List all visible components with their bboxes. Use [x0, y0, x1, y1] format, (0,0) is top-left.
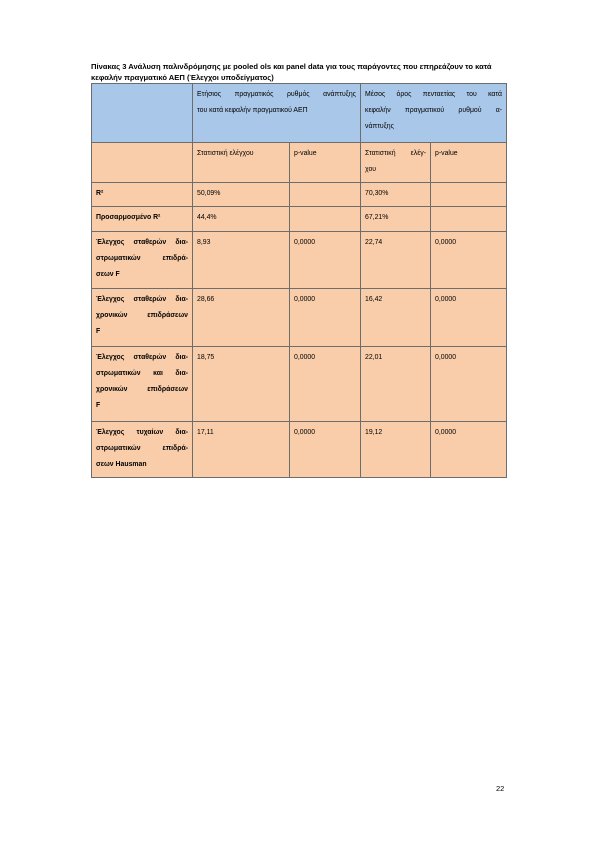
stat-value-annual: 8,93 — [193, 232, 290, 289]
row-label-line: στρωματικών επιδρά- — [96, 255, 188, 262]
pvalue-five-year: 0,0000 — [431, 422, 507, 478]
table-caption — [91, 62, 507, 83]
row-label — [92, 347, 193, 422]
table-row — [92, 347, 507, 422]
stat-value-annual: 50,09% — [193, 183, 290, 207]
pvalue-five-year: 0,0000 — [431, 232, 507, 289]
caption-line-2: κεφαλήν πραγματικό ΑΕΠ (Έλεγχοι υποδείγματος) — [91, 72, 274, 82]
row-label-line: Έλεγχος σταθερών δια- — [96, 296, 188, 303]
pvalue-annual: 0,0000 — [290, 347, 361, 422]
row-label-line: χρονικών επιδράσεων — [96, 386, 188, 393]
stat-value-annual: 18,75 — [193, 347, 290, 422]
pvalue-annual: 0,0000 — [290, 422, 361, 478]
group-header-five-year-line-3: νάπτυξης — [365, 123, 394, 130]
pvalue-annual: 0,0000 — [290, 289, 361, 347]
subheader-stat-2-line-2: χου — [365, 166, 377, 173]
pvalue-five-year — [431, 207, 507, 232]
table-body — [92, 183, 507, 478]
stat-value-annual: 44,4% — [193, 207, 290, 232]
row-label-line: Προσαρμοσμένο R² — [96, 214, 161, 221]
table-row — [92, 207, 507, 232]
subheader-stat-2-line-1: Στατιστική ελέγ- — [365, 150, 427, 157]
header-empty-cell — [92, 84, 193, 143]
row-label-line: R² — [96, 190, 104, 197]
row-label-line: στρωματικών επιδρά- — [96, 445, 188, 452]
pvalue-five-year — [431, 183, 507, 207]
row-label-line: σεων Hausman — [96, 461, 147, 468]
table-row — [92, 422, 507, 478]
row-label-line: Έλεγχος τυχαίων δια- — [96, 429, 188, 436]
table-row — [92, 289, 507, 347]
row-label-line: στρωματικών και δια- — [96, 370, 188, 377]
regression-table — [91, 83, 507, 478]
subheader-stat-2 — [361, 143, 431, 183]
group-header-five-year-line-1: Μέσος όρος πενταετίας του κατά — [365, 91, 503, 98]
pvalue-annual: 0,0000 — [290, 232, 361, 289]
stat-value-five-year: 22,01 — [361, 347, 431, 422]
pvalue-five-year: 0,0000 — [431, 347, 507, 422]
row-label — [92, 422, 193, 478]
subheader-empty-cell — [92, 143, 193, 183]
table-subheader-row — [92, 143, 507, 183]
pvalue-annual — [290, 207, 361, 232]
caption-line-1: Πίνακας 3 Ανάλυση παλινδρόμησης με pooled ols και panel data για τους παράγοντες που επηρεάζουν το κατά — [91, 62, 492, 71]
pvalue-annual — [290, 183, 361, 207]
table-header-row — [92, 84, 507, 143]
group-header-annual-growth — [193, 84, 361, 143]
row-label — [92, 232, 193, 289]
row-label-line: χρονικών επιδράσεων — [96, 312, 188, 319]
row-label — [92, 289, 193, 347]
row-label-line: F — [96, 328, 101, 335]
stat-value-five-year: 19,12 — [361, 422, 431, 478]
group-header-annual-growth-line-1: Ετήσιος πραγματικός ρυθμός ανάπτυξης — [197, 91, 357, 98]
row-label — [92, 207, 193, 232]
stat-value-five-year: 22,74 — [361, 232, 431, 289]
subheader-pvalue-1: p-value — [290, 143, 361, 183]
stat-value-annual: 28,66 — [193, 289, 290, 347]
page-number: 22 — [496, 784, 505, 793]
row-label — [92, 183, 193, 207]
group-header-annual-growth-line-2: του κατά κεφαλήν πραγματικού ΑΕΠ — [197, 107, 308, 114]
table-row — [92, 232, 507, 289]
group-header-five-year-line-2: κεφαλήν πραγματικού ρυθμού α- — [365, 107, 503, 114]
stat-value-annual: 17,11 — [193, 422, 290, 478]
subheader-pvalue-2: p-value — [431, 143, 507, 183]
group-header-five-year-average — [361, 84, 507, 143]
stat-value-five-year: 16,42 — [361, 289, 431, 347]
subheader-stat-1: Στατιστική ελέγχου — [193, 143, 290, 183]
row-label-line: F — [96, 402, 101, 409]
row-label-line: Έλεγχος σταθερών δια- — [96, 354, 188, 361]
pvalue-five-year: 0,0000 — [431, 289, 507, 347]
stat-value-five-year: 67,21% — [361, 207, 431, 232]
stat-value-five-year: 70,30% — [361, 183, 431, 207]
table-row — [92, 183, 507, 207]
row-label-line: Έλεγχος σταθερών δια- — [96, 239, 188, 246]
row-label-line: σεων F — [96, 271, 120, 278]
